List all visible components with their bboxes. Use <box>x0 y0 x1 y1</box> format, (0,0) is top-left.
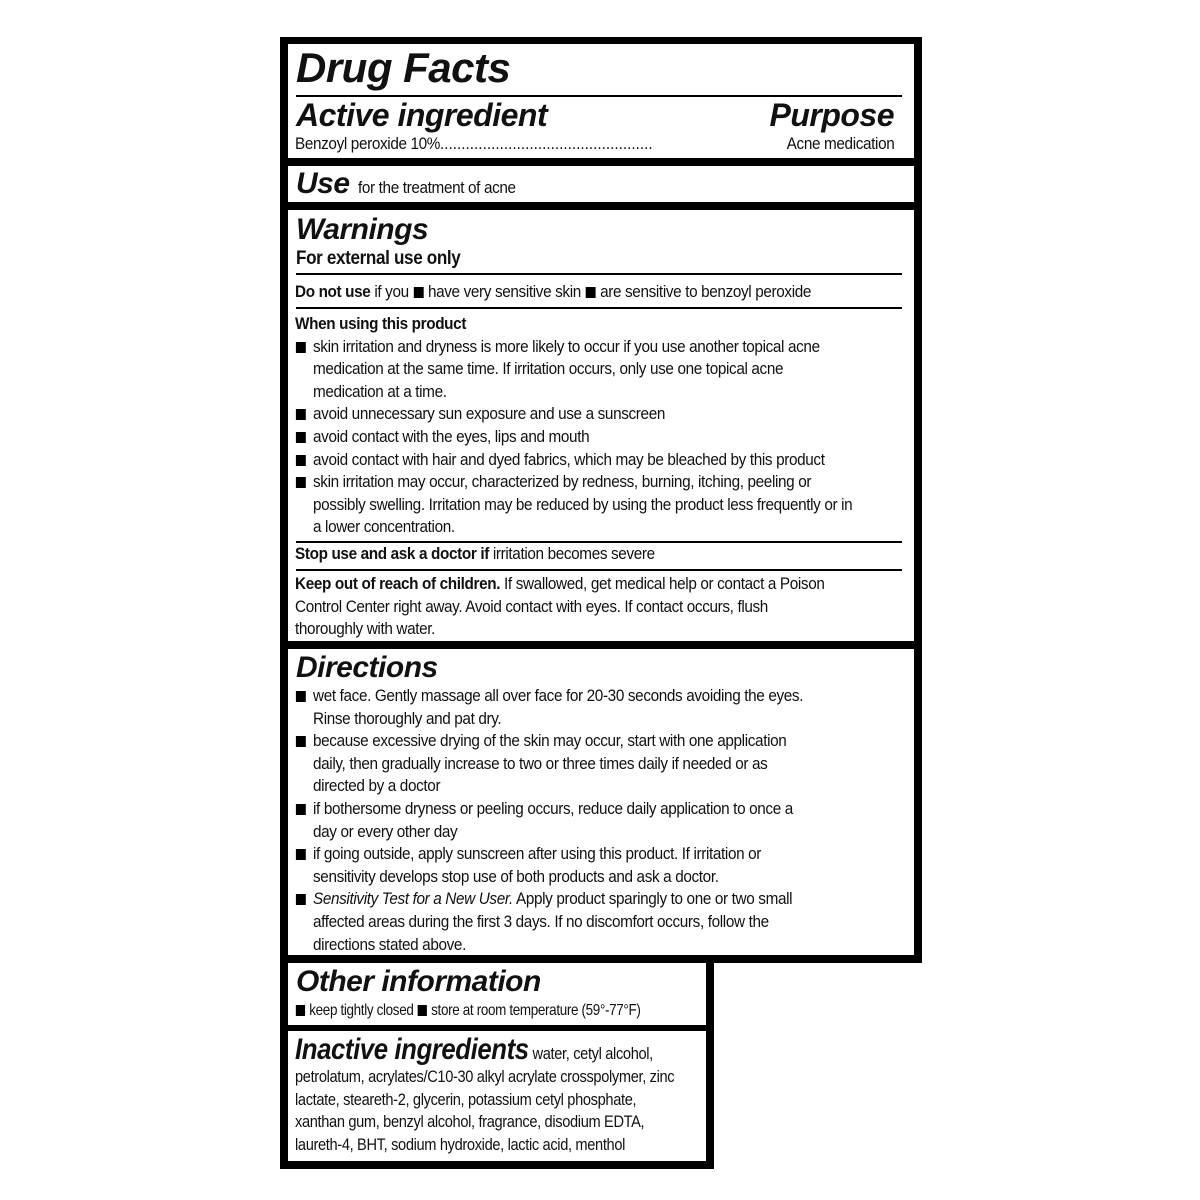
warnings-rule-4 <box>296 569 902 571</box>
square-bullet-icon <box>296 894 306 905</box>
directions-item: wet face. Gently massage all over face for 20-30 seconds avoiding the eyes. Rinse thoroughly and pat dry. <box>295 685 816 730</box>
external-use-text: For external use only <box>296 248 461 269</box>
keep-out-text: If swallowed, get medical help or contact a Poison Control Center right away. Avoid contact with eyes. If contact occurs, flush thoroughly with water. <box>295 574 825 639</box>
do-not-use-line <box>295 281 914 304</box>
use-text: for the treatment of acne <box>358 178 516 197</box>
square-bullet-icon <box>296 1005 305 1016</box>
when-using-item: skin irritation and dryness is more likely to occur if you use another topical acne medication at the same time. If irritation occurs, only use one topical acne medication at a time. <box>295 336 854 404</box>
do-not-use-intro: if you <box>374 282 409 301</box>
stop-use-text: irritation becomes severe <box>492 544 655 563</box>
stop-use-label: Stop use and ask a doctor if <box>295 544 489 563</box>
purpose-heading: Purpose <box>769 97 894 133</box>
active-ingredient-row <box>295 133 895 155</box>
warnings-heading: Warnings <box>296 213 429 246</box>
directions-item: because excessive drying of the skin may occur, start with one application daily, then gradually increase to two or three times daily if needed or as directed by a doctor <box>295 730 816 798</box>
square-bullet-icon <box>296 849 306 860</box>
ingredient-leader: .................................................. <box>440 134 653 153</box>
square-bullet-icon <box>296 736 306 747</box>
when-using-item: skin irritation may occur, characterized by redness, burning, itching, peeling or possibly swelling. Irritation may be reduced by using the product less frequently or in a lower concentration. <box>295 471 854 539</box>
square-bullet-icon <box>296 477 306 488</box>
other-information-cell <box>288 963 706 1025</box>
sensitivity-test-label: Sensitivity Test for a New User. <box>313 889 513 909</box>
inactive-ingredients-heading: Inactive ingredients <box>295 1033 529 1066</box>
active-ingredient-heading: Active ingredient <box>296 97 548 133</box>
ingredient-purpose: Acne medication <box>786 134 895 153</box>
when-using-item: avoid unnecessary sun exposure and use a sunscreen <box>295 403 854 426</box>
square-bullet-icon <box>418 1005 427 1016</box>
square-bullet-icon <box>296 409 306 420</box>
warnings-rule-2 <box>296 307 902 309</box>
square-bullet-icon <box>296 455 306 466</box>
keep-out-block <box>295 573 835 641</box>
other-information-heading: Other information <box>296 965 541 998</box>
directions-cell <box>288 649 914 955</box>
warnings-rule-1 <box>296 273 902 275</box>
keep-out-label: Keep out of reach of children. <box>295 574 501 593</box>
other-item: store at room temperature (59°-77°F) <box>431 1002 641 1019</box>
stop-use-line <box>295 543 914 566</box>
directions-item <box>295 888 816 955</box>
do-not-use-item: have very sensitive skin <box>427 282 581 301</box>
when-using-item: avoid contact with hair and dyed fabrics, which may be bleached by this product <box>295 449 854 472</box>
square-bullet-icon <box>586 287 596 298</box>
other-item: keep tightly closed <box>309 1002 414 1019</box>
square-bullet-icon <box>414 287 424 298</box>
when-using-block <box>295 313 855 539</box>
when-using-label: When using this product <box>295 314 467 333</box>
inactive-ingredients-block <box>295 1035 682 1157</box>
directions-item: if bothersome dryness or peeling occurs, reduce daily application to once a day or every other day <box>295 798 816 843</box>
square-bullet-icon <box>296 804 306 815</box>
use-cell <box>288 166 914 202</box>
do-not-use-item: are sensitive to benzoyl peroxide <box>600 282 812 301</box>
square-bullet-icon <box>296 691 306 702</box>
inactive-ingredients-cell <box>288 1031 706 1161</box>
header-cell <box>288 44 914 158</box>
sensitivity-test-text: Apply product sparingly to one or two small affected areas during the first 3 days. If no discomfort occurs, follow the directions stated above. <box>313 889 793 954</box>
active-ingredient-name: Benzoyl peroxide 10% <box>295 134 441 153</box>
use-heading: Use <box>296 167 350 200</box>
directions-list <box>295 685 817 955</box>
when-using-item: avoid contact with the eyes, lips and mouth <box>295 426 854 449</box>
square-bullet-icon <box>296 432 306 443</box>
directions-heading: Directions <box>296 651 438 684</box>
square-bullet-icon <box>296 342 306 353</box>
other-information-line <box>295 1000 685 1023</box>
warnings-cell <box>288 210 914 641</box>
inactive-ingredients-text: water, cetyl alcohol, petrolatum, acrylates/C10-30 alkyl acrylate crosspolymer, zinc lactate, steareth-2, glycerin, potassium cetyl phosphate, xanthan gum, benzyl alcohol, fragrance, disodium EDTA, laureth-4, BHT, sodium hydroxide, lactic acid, menthol <box>295 1044 675 1155</box>
do-not-use-label: Do not use <box>295 282 371 301</box>
drug-facts-title: Drug Facts <box>296 44 511 91</box>
directions-item: if going outside, apply sunscreen after using this product. If irritation or sensitivity develops stop use of both products and ask a doctor. <box>295 843 816 888</box>
